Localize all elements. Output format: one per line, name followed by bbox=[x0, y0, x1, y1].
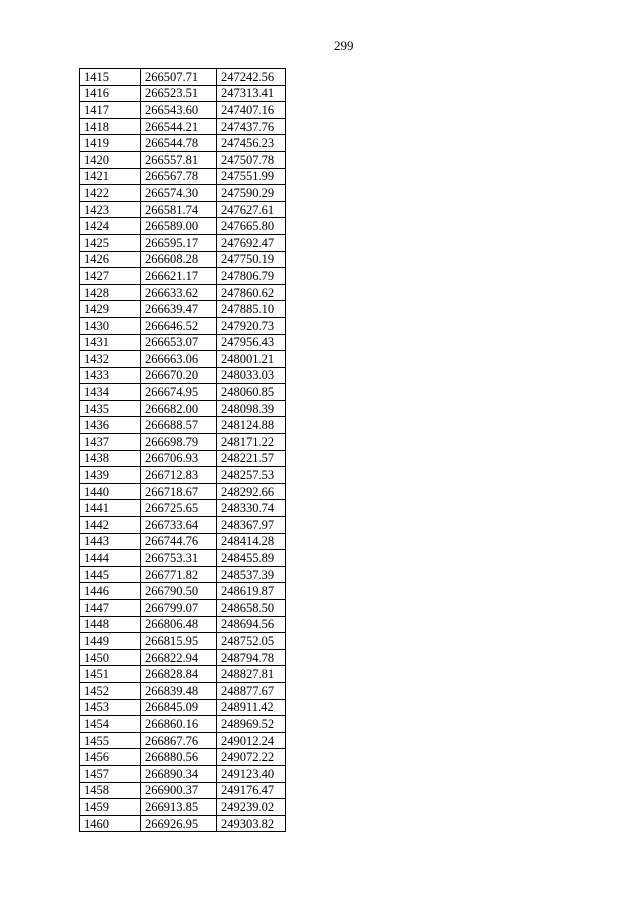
x-coordinate-cell: 266589.00 bbox=[141, 218, 217, 235]
x-coordinate-cell: 266608.28 bbox=[141, 251, 217, 268]
x-coordinate-cell: 266890.34 bbox=[141, 765, 217, 782]
point-number-cell: 1441 bbox=[80, 500, 141, 517]
table-row bbox=[80, 450, 286, 467]
x-coordinate-cell: 266815.95 bbox=[141, 633, 217, 650]
x-coordinate-cell: 266790.50 bbox=[141, 583, 217, 600]
x-coordinate-cell: 266806.48 bbox=[141, 616, 217, 633]
x-coordinate-cell: 266725.65 bbox=[141, 500, 217, 517]
coordinate-table bbox=[79, 68, 286, 832]
y-coordinate-cell: 247407.16 bbox=[217, 102, 286, 119]
point-number-cell: 1432 bbox=[80, 351, 141, 368]
table-row bbox=[80, 268, 286, 285]
x-coordinate-cell: 266706.93 bbox=[141, 450, 217, 467]
table-row bbox=[80, 400, 286, 417]
x-coordinate-cell: 266595.17 bbox=[141, 234, 217, 251]
point-number-cell: 1431 bbox=[80, 334, 141, 351]
x-coordinate-cell: 266653.07 bbox=[141, 334, 217, 351]
coordinate-table-body bbox=[80, 69, 286, 832]
table-row bbox=[80, 583, 286, 600]
point-number-cell: 1460 bbox=[80, 815, 141, 832]
table-row bbox=[80, 682, 286, 699]
table-row bbox=[80, 633, 286, 650]
x-coordinate-cell: 266822.94 bbox=[141, 649, 217, 666]
y-coordinate-cell: 247437.76 bbox=[217, 118, 286, 135]
point-number-cell: 1425 bbox=[80, 234, 141, 251]
table-row bbox=[80, 815, 286, 832]
table-row bbox=[80, 317, 286, 334]
x-coordinate-cell: 266581.74 bbox=[141, 201, 217, 218]
point-number-cell: 1444 bbox=[80, 550, 141, 567]
table-row bbox=[80, 699, 286, 716]
y-coordinate-cell: 248619.87 bbox=[217, 583, 286, 600]
y-coordinate-cell: 248694.56 bbox=[217, 616, 286, 633]
point-number-cell: 1453 bbox=[80, 699, 141, 716]
x-coordinate-cell: 266621.17 bbox=[141, 268, 217, 285]
table-row bbox=[80, 550, 286, 567]
y-coordinate-cell: 248033.03 bbox=[217, 367, 286, 384]
point-number-cell: 1440 bbox=[80, 483, 141, 500]
table-row bbox=[80, 201, 286, 218]
table-row bbox=[80, 799, 286, 816]
x-coordinate-cell: 266688.57 bbox=[141, 417, 217, 434]
y-coordinate-cell: 249176.47 bbox=[217, 782, 286, 799]
table-row bbox=[80, 467, 286, 484]
point-number-cell: 1426 bbox=[80, 251, 141, 268]
x-coordinate-cell: 266544.78 bbox=[141, 135, 217, 152]
table-row bbox=[80, 666, 286, 683]
y-coordinate-cell: 248969.52 bbox=[217, 716, 286, 733]
point-number-cell: 1435 bbox=[80, 400, 141, 417]
x-coordinate-cell: 266753.31 bbox=[141, 550, 217, 567]
point-number-cell: 1433 bbox=[80, 367, 141, 384]
y-coordinate-cell: 248330.74 bbox=[217, 500, 286, 517]
point-number-cell: 1438 bbox=[80, 450, 141, 467]
y-coordinate-cell: 249123.40 bbox=[217, 765, 286, 782]
y-coordinate-cell: 247920.73 bbox=[217, 317, 286, 334]
point-number-cell: 1429 bbox=[80, 301, 141, 318]
x-coordinate-cell: 266712.83 bbox=[141, 467, 217, 484]
point-number-cell: 1457 bbox=[80, 765, 141, 782]
point-number-cell: 1439 bbox=[80, 467, 141, 484]
y-coordinate-cell: 248794.78 bbox=[217, 649, 286, 666]
table-row bbox=[80, 334, 286, 351]
x-coordinate-cell: 266744.76 bbox=[141, 533, 217, 550]
y-coordinate-cell: 249012.24 bbox=[217, 732, 286, 749]
point-number-cell: 1422 bbox=[80, 185, 141, 202]
x-coordinate-cell: 266646.52 bbox=[141, 317, 217, 334]
point-number-cell: 1428 bbox=[80, 284, 141, 301]
y-coordinate-cell: 247313.41 bbox=[217, 85, 286, 102]
y-coordinate-cell: 248752.05 bbox=[217, 633, 286, 650]
table-row bbox=[80, 434, 286, 451]
x-coordinate-cell: 266663.06 bbox=[141, 351, 217, 368]
point-number-cell: 1436 bbox=[80, 417, 141, 434]
point-number-cell: 1437 bbox=[80, 434, 141, 451]
table-row bbox=[80, 782, 286, 799]
x-coordinate-cell: 266507.71 bbox=[141, 69, 217, 86]
y-coordinate-cell: 247590.29 bbox=[217, 185, 286, 202]
y-coordinate-cell: 248455.89 bbox=[217, 550, 286, 567]
table-row bbox=[80, 533, 286, 550]
table-row bbox=[80, 69, 286, 86]
point-number-cell: 1458 bbox=[80, 782, 141, 799]
point-number-cell: 1454 bbox=[80, 716, 141, 733]
table-row bbox=[80, 649, 286, 666]
y-coordinate-cell: 248221.57 bbox=[217, 450, 286, 467]
point-number-cell: 1417 bbox=[80, 102, 141, 119]
x-coordinate-cell: 266828.84 bbox=[141, 666, 217, 683]
y-coordinate-cell: 247507.78 bbox=[217, 151, 286, 168]
point-number-cell: 1452 bbox=[80, 682, 141, 699]
y-coordinate-cell: 249239.02 bbox=[217, 799, 286, 816]
point-number-cell: 1456 bbox=[80, 749, 141, 766]
point-number-cell: 1459 bbox=[80, 799, 141, 816]
point-number-cell: 1419 bbox=[80, 135, 141, 152]
point-number-cell: 1446 bbox=[80, 583, 141, 600]
table-row bbox=[80, 135, 286, 152]
point-number-cell: 1443 bbox=[80, 533, 141, 550]
point-number-cell: 1445 bbox=[80, 566, 141, 583]
table-row bbox=[80, 367, 286, 384]
point-number-cell: 1421 bbox=[80, 168, 141, 185]
x-coordinate-cell: 266639.47 bbox=[141, 301, 217, 318]
point-number-cell: 1442 bbox=[80, 517, 141, 534]
point-number-cell: 1448 bbox=[80, 616, 141, 633]
table-row bbox=[80, 284, 286, 301]
table-row bbox=[80, 384, 286, 401]
point-number-cell: 1423 bbox=[80, 201, 141, 218]
y-coordinate-cell: 248257.53 bbox=[217, 467, 286, 484]
x-coordinate-cell: 266900.37 bbox=[141, 782, 217, 799]
point-number-cell: 1449 bbox=[80, 633, 141, 650]
y-coordinate-cell: 248124.88 bbox=[217, 417, 286, 434]
y-coordinate-cell: 247627.61 bbox=[217, 201, 286, 218]
x-coordinate-cell: 266674.95 bbox=[141, 384, 217, 401]
point-number-cell: 1434 bbox=[80, 384, 141, 401]
x-coordinate-cell: 266698.79 bbox=[141, 434, 217, 451]
y-coordinate-cell: 248877.67 bbox=[217, 682, 286, 699]
y-coordinate-cell: 248827.81 bbox=[217, 666, 286, 683]
table-row bbox=[80, 417, 286, 434]
table-row bbox=[80, 600, 286, 617]
x-coordinate-cell: 266670.20 bbox=[141, 367, 217, 384]
x-coordinate-cell: 266718.67 bbox=[141, 483, 217, 500]
x-coordinate-cell: 266633.62 bbox=[141, 284, 217, 301]
point-number-cell: 1420 bbox=[80, 151, 141, 168]
y-coordinate-cell: 247242.56 bbox=[217, 69, 286, 86]
x-coordinate-cell: 266880.56 bbox=[141, 749, 217, 766]
point-number-cell: 1430 bbox=[80, 317, 141, 334]
table-row bbox=[80, 85, 286, 102]
table-row bbox=[80, 566, 286, 583]
y-coordinate-cell: 248060.85 bbox=[217, 384, 286, 401]
x-coordinate-cell: 266771.82 bbox=[141, 566, 217, 583]
table-row bbox=[80, 483, 286, 500]
y-coordinate-cell: 247956.43 bbox=[217, 334, 286, 351]
point-number-cell: 1415 bbox=[80, 69, 141, 86]
table-row bbox=[80, 234, 286, 251]
table-row bbox=[80, 102, 286, 119]
y-coordinate-cell: 247665.80 bbox=[217, 218, 286, 235]
y-coordinate-cell: 247692.47 bbox=[217, 234, 286, 251]
page-number: 299 bbox=[334, 38, 354, 53]
table-row bbox=[80, 732, 286, 749]
point-number-cell: 1416 bbox=[80, 85, 141, 102]
table-row bbox=[80, 301, 286, 318]
y-coordinate-cell: 247456.23 bbox=[217, 135, 286, 152]
y-coordinate-cell: 248658.50 bbox=[217, 600, 286, 617]
point-number-cell: 1424 bbox=[80, 218, 141, 235]
point-number-cell: 1427 bbox=[80, 268, 141, 285]
y-coordinate-cell: 248911.42 bbox=[217, 699, 286, 716]
y-coordinate-cell: 248171.22 bbox=[217, 434, 286, 451]
x-coordinate-cell: 266543.60 bbox=[141, 102, 217, 119]
y-coordinate-cell: 247551.99 bbox=[217, 168, 286, 185]
y-coordinate-cell: 248414.28 bbox=[217, 533, 286, 550]
y-coordinate-cell: 247806.79 bbox=[217, 268, 286, 285]
table-row bbox=[80, 251, 286, 268]
table-row bbox=[80, 185, 286, 202]
y-coordinate-cell: 248098.39 bbox=[217, 400, 286, 417]
x-coordinate-cell: 266845.09 bbox=[141, 699, 217, 716]
point-number-cell: 1418 bbox=[80, 118, 141, 135]
table-row bbox=[80, 351, 286, 368]
table-row bbox=[80, 749, 286, 766]
table-row bbox=[80, 218, 286, 235]
point-number-cell: 1447 bbox=[80, 600, 141, 617]
y-coordinate-cell: 248367.97 bbox=[217, 517, 286, 534]
x-coordinate-cell: 266799.07 bbox=[141, 600, 217, 617]
y-coordinate-cell: 249303.82 bbox=[217, 815, 286, 832]
table-row bbox=[80, 118, 286, 135]
x-coordinate-cell: 266860.16 bbox=[141, 716, 217, 733]
x-coordinate-cell: 266926.95 bbox=[141, 815, 217, 832]
y-coordinate-cell: 249072.22 bbox=[217, 749, 286, 766]
y-coordinate-cell: 247750.19 bbox=[217, 251, 286, 268]
table-row bbox=[80, 716, 286, 733]
table-row bbox=[80, 151, 286, 168]
table-row bbox=[80, 168, 286, 185]
table-row bbox=[80, 500, 286, 517]
y-coordinate-cell: 248001.21 bbox=[217, 351, 286, 368]
point-number-cell: 1455 bbox=[80, 732, 141, 749]
x-coordinate-cell: 266839.48 bbox=[141, 682, 217, 699]
x-coordinate-cell: 266733.64 bbox=[141, 517, 217, 534]
table-row bbox=[80, 616, 286, 633]
x-coordinate-cell: 266867.76 bbox=[141, 732, 217, 749]
x-coordinate-cell: 266567.78 bbox=[141, 168, 217, 185]
y-coordinate-cell: 248292.66 bbox=[217, 483, 286, 500]
x-coordinate-cell: 266574.30 bbox=[141, 185, 217, 202]
x-coordinate-cell: 266682.00 bbox=[141, 400, 217, 417]
y-coordinate-cell: 248537.39 bbox=[217, 566, 286, 583]
table-row bbox=[80, 517, 286, 534]
y-coordinate-cell: 247860.62 bbox=[217, 284, 286, 301]
x-coordinate-cell: 266544.21 bbox=[141, 118, 217, 135]
point-number-cell: 1450 bbox=[80, 649, 141, 666]
point-number-cell: 1451 bbox=[80, 666, 141, 683]
x-coordinate-cell: 266557.81 bbox=[141, 151, 217, 168]
x-coordinate-cell: 266913.85 bbox=[141, 799, 217, 816]
x-coordinate-cell: 266523.51 bbox=[141, 85, 217, 102]
y-coordinate-cell: 247885.10 bbox=[217, 301, 286, 318]
table-row bbox=[80, 765, 286, 782]
